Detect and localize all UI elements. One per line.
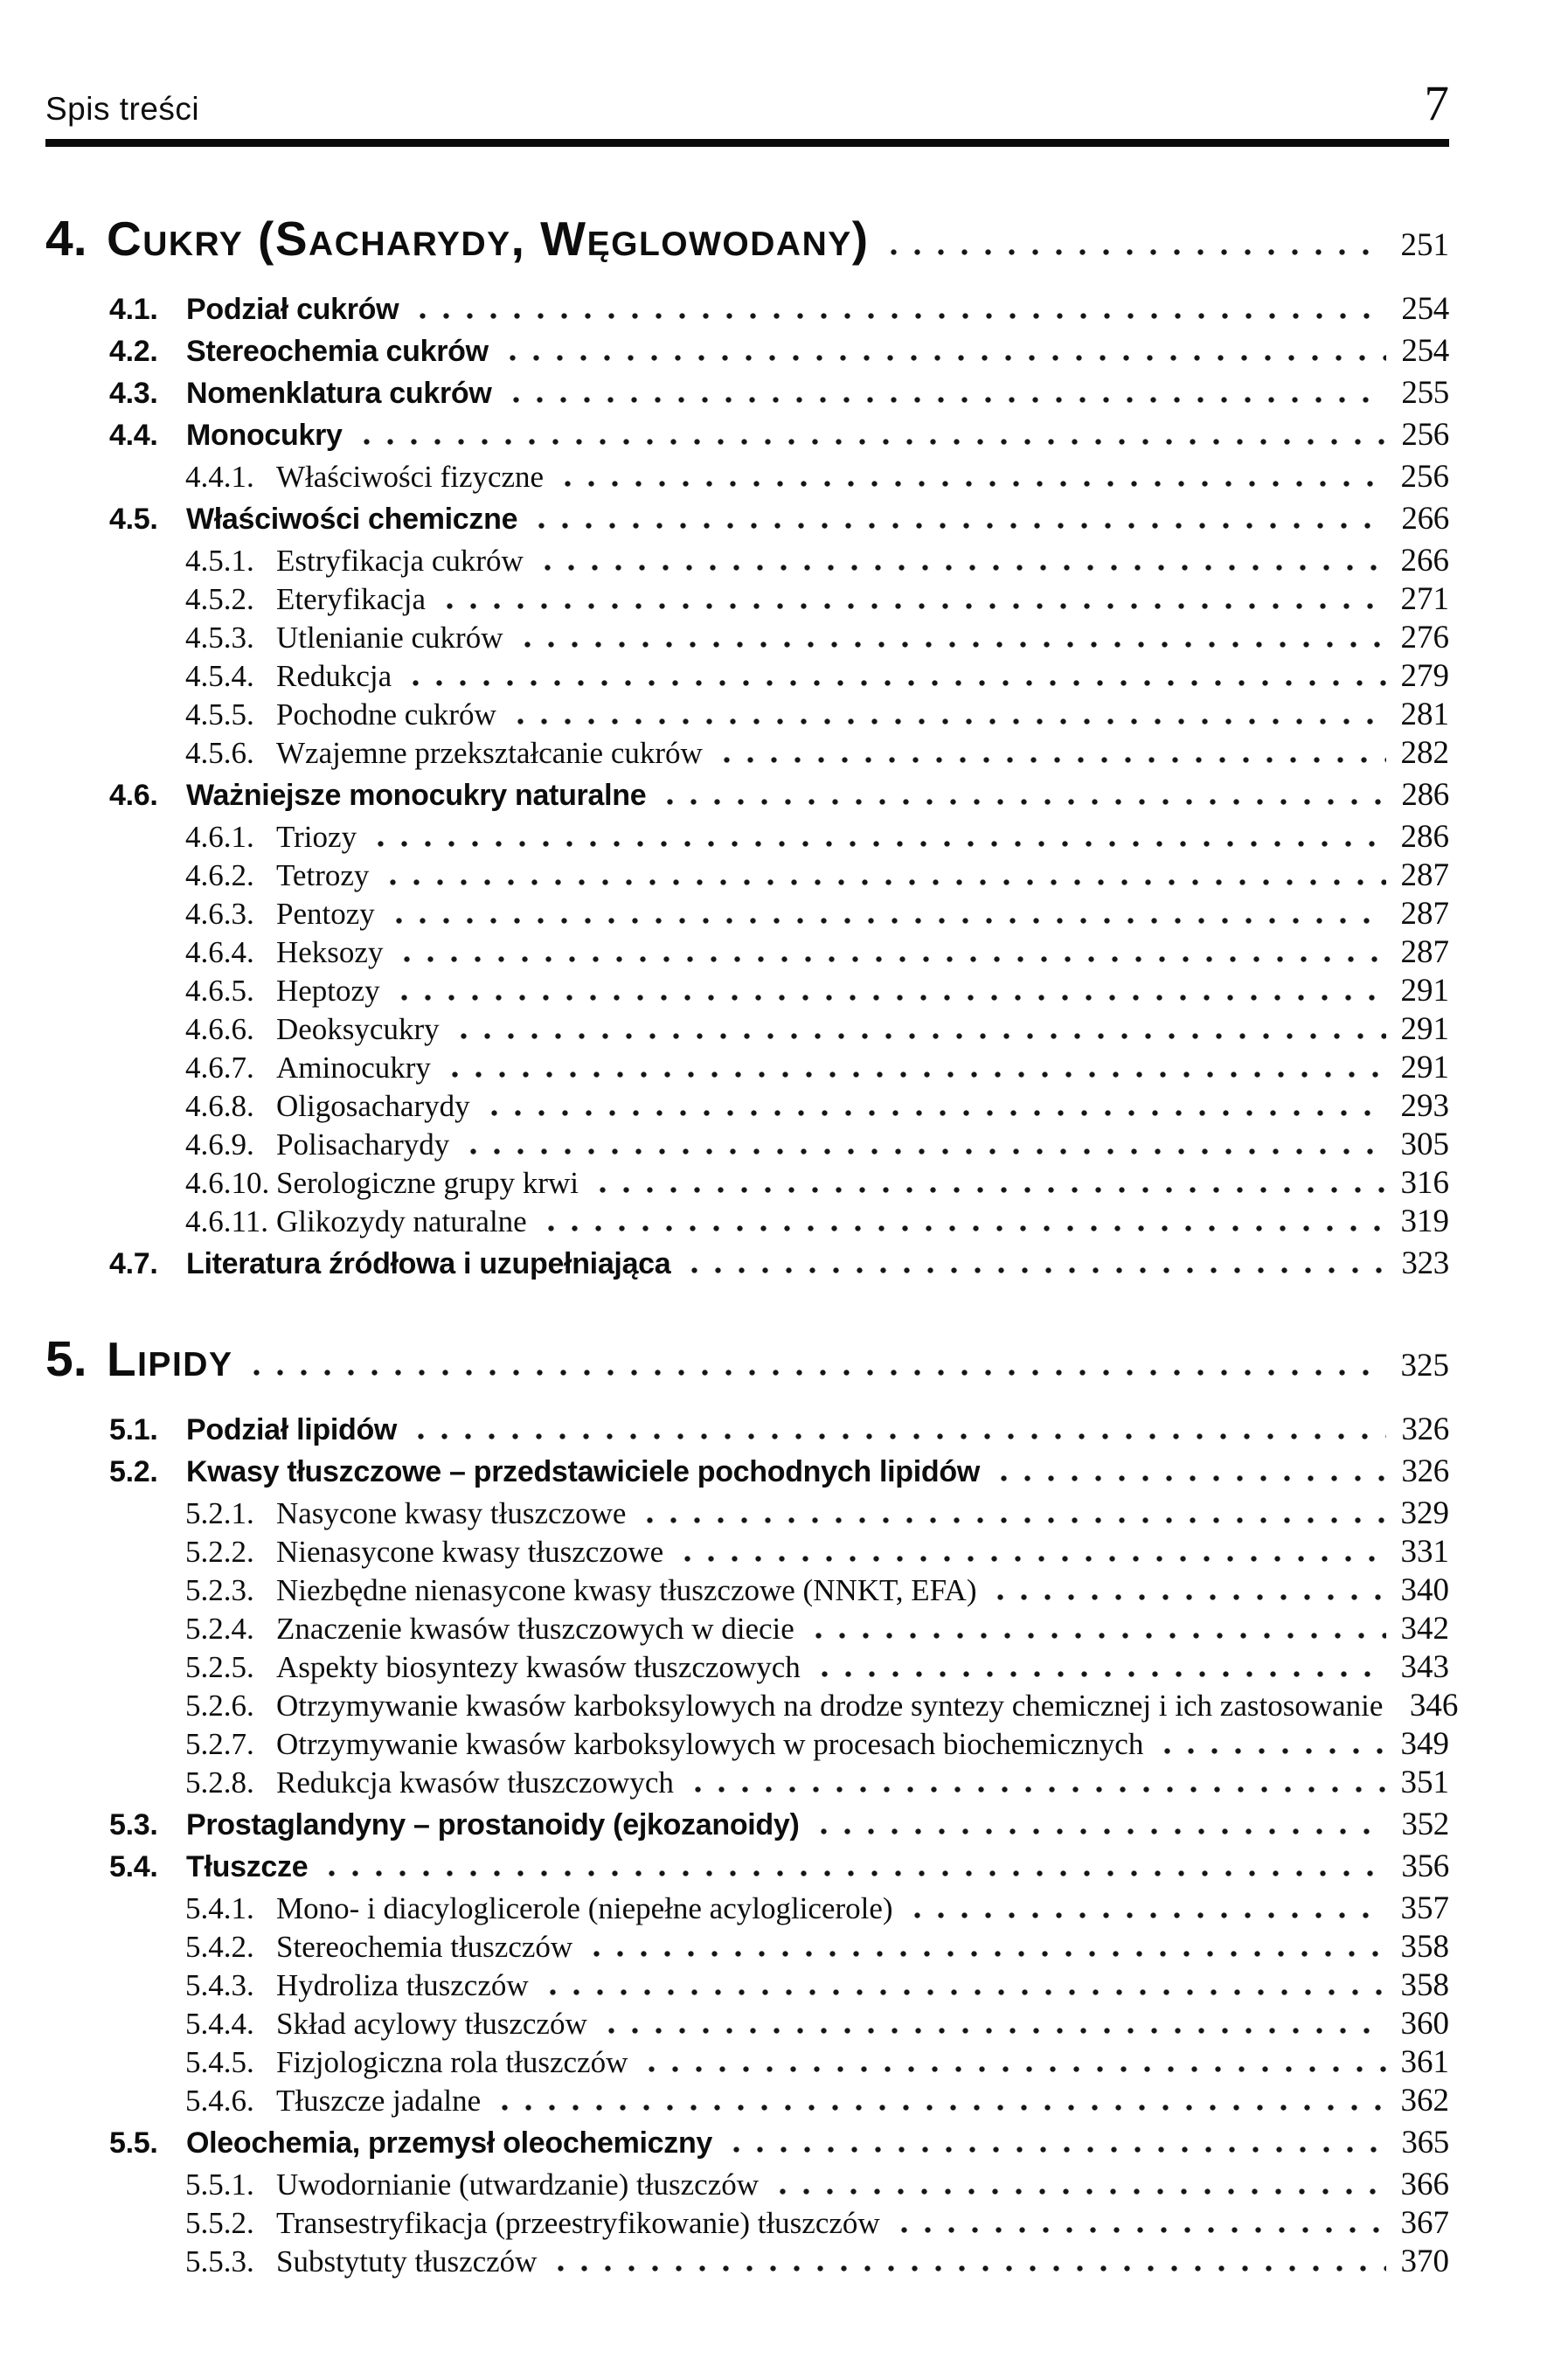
entry-page: 266 [1400,543,1449,579]
entry-title: Oleochemia, przemysł oleochemiczny [186,2126,713,2160]
entry-page: 286 [1400,819,1449,855]
entry-number: 5.2.6. [185,1689,254,1723]
toc-entry [45,1164,1449,1203]
entry-number: 4.1. [109,293,158,326]
toc-entry [45,657,1449,696]
entry-number: 5.4.6. [185,2084,254,2118]
chapter-number: 4. [45,211,87,267]
entry-number: 5.1. [109,1413,158,1446]
dot-leader [245,1370,1386,1376]
toc-entry [45,1610,1449,1648]
toc-entry [45,290,1449,329]
toc-entry [45,580,1449,619]
entry-title: Monocukry [186,419,343,452]
entry-number: 4.3. [109,377,158,410]
dot-leader [715,757,1386,763]
entry-page: 357 [1400,1890,1449,1926]
entry-page: 256 [1401,417,1449,453]
entry-page: 287 [1400,896,1449,932]
entry-title: Wzajemne przekształcanie cukrów [276,736,703,770]
dot-leader [813,1671,1386,1677]
dot-leader [585,1951,1386,1957]
entry-number: 5.2.8. [185,1765,254,1800]
toc-entry [45,1928,1449,1966]
toc-entry [45,857,1449,895]
toc-entry [45,1245,1449,1283]
toc-entry [45,2043,1449,2082]
entry-number: 5.2.7. [185,1727,254,1761]
entry-number: 4.2. [109,335,158,368]
page-title: Spis treści [45,91,200,127]
entry-title: Substytuty tłuszczów [276,2244,538,2278]
toc-entry [45,1890,1449,1928]
entry-page: 291 [1400,1050,1449,1085]
dot-leader [320,1870,1386,1876]
toc-entry [45,776,1449,815]
dot-leader [992,1475,1386,1481]
entry-title: Właściwości chemiczne [186,503,518,536]
toc-entry [45,972,1449,1010]
entry-page: 287 [1400,934,1449,970]
entry-title: Utlenianie cukrów [276,621,503,655]
dot-leader [892,2227,1386,2233]
chapter [45,1330,1459,2281]
toc-entry [45,1495,1449,1533]
dot-leader [771,2188,1386,2195]
header-rule [45,139,1449,147]
entry-title: Redukcja kwasów tłuszczowych [276,1765,674,1800]
entry-page: 326 [1401,1411,1449,1447]
dot-leader [409,1433,1386,1439]
dot-leader [461,1148,1386,1155]
entry-title: Stereochemia tłuszczów [276,1930,573,1964]
dot-leader [1155,1748,1386,1754]
dot-leader [536,565,1386,571]
dot-leader [638,1517,1386,1523]
dot-leader [493,2105,1386,2111]
entry-title: Glikozydy naturalne [276,1204,527,1238]
entry-page: 349 [1400,1726,1449,1762]
entry-number: 4.6. [109,779,158,812]
entry-title: Tetrozy [276,858,370,892]
chapter-number: 5. [45,1331,87,1387]
dot-leader [443,1072,1386,1078]
toc-entry [45,500,1449,538]
entry-number: 5.5.1. [185,2167,254,2202]
dot-leader [591,1187,1386,1193]
chapter-title: Lipidy [107,1332,233,1386]
entry-number: 5.4.3. [185,1968,254,2002]
entry-title: Oligosacharydy [276,1089,470,1123]
entry-number: 4.5.2. [185,582,254,616]
entry-page: 367 [1400,2205,1449,2241]
entry-title: Prostaglandyny – prostanoidy (ejkozanoidy) [186,1808,800,1841]
entry-number: 4.5.1. [185,544,254,578]
entry-page: 365 [1401,2125,1449,2161]
entry-page: 361 [1400,2044,1449,2080]
entry-number: 4.6.5. [185,974,254,1008]
dot-leader [504,397,1386,403]
dot-leader [676,1556,1386,1562]
entry-page: 360 [1400,2006,1449,2042]
entry-number: 4.6.9. [185,1127,254,1162]
entry-number: 4.5. [109,503,158,536]
entry-page: 256 [1400,459,1449,495]
toc-entry [45,374,1449,413]
entry-number: 4.6.7. [185,1051,254,1085]
dot-leader [452,1033,1386,1039]
toc-entry [45,1648,1449,1687]
entry-title: Skład acylowy tłuszczów [276,2007,587,2041]
dot-leader [482,1110,1386,1116]
entry-title: Mono- i diacyloglicerole (niepełne acyloglicerole) [276,1891,893,1925]
toc-entry [45,1687,1459,1725]
toc-entry [45,542,1449,580]
entry-number: 4.6.8. [185,1089,254,1123]
toc-entry [45,2124,1449,2162]
toc-entry [45,818,1449,857]
toc-entry [45,1453,1449,1491]
toc-entry [45,332,1449,371]
entry-page: 293 [1400,1088,1449,1124]
entry-number: 4.6.6. [185,1012,254,1046]
entry-number: 5.4.2. [185,1930,254,1964]
entry-page: 352 [1401,1807,1449,1842]
toc-entry [45,1764,1449,1802]
entry-number: 4.5.6. [185,736,254,770]
entry-number: 4.6.4. [185,935,254,969]
entry-page: 254 [1401,291,1449,327]
dot-leader [812,1828,1386,1835]
entry-page: 287 [1400,857,1449,893]
toc-entry [45,2005,1449,2043]
entry-number: 5.4.4. [185,2007,254,2041]
chapter-heading [45,1330,1449,1388]
toc-entry [45,1725,1449,1764]
toc-entry [45,1126,1449,1164]
dot-leader [640,2066,1386,2072]
chapter-title: Cukry (Sacharydy, Węglowodany) [107,212,870,266]
entry-number: 5.2.3. [185,1573,254,1607]
entry-page: 286 [1401,777,1449,813]
entry-number: 4.6.3. [185,897,254,931]
entry-title: Nasycone kwasy tłuszczowe [276,1496,627,1530]
entry-number: 4.5.3. [185,621,254,655]
entry-number: 5.5.3. [185,2244,254,2278]
entry-page: 362 [1400,2083,1449,2119]
entry-title: Niezbędne nienasycone kwasy tłuszczowe (NNKT, EFA) [276,1573,977,1607]
entry-title: Literatura źródłowa i uzupełniająca [186,1247,671,1280]
entry-title: Polisacharydy [276,1127,450,1162]
entry-title: Hydroliza tłuszczów [276,1968,529,2002]
entry-number: 4.6.10. [185,1166,270,1200]
entry-page: 326 [1401,1453,1449,1489]
chapter-page: 251 [1400,227,1449,263]
entry-title: Ważniejsze monocukry naturalne [186,779,647,812]
entry-title: Triozy [276,820,357,854]
toc-entry [45,1848,1449,1886]
dot-leader [516,642,1387,648]
dot-leader [530,523,1386,529]
entry-title: Otrzymywanie kwasów karboksylowych w procesach biochemicznych [276,1727,1144,1761]
toc-entry [45,1010,1449,1049]
toc-entry [45,696,1449,734]
dot-leader [683,1267,1386,1273]
dot-leader [556,481,1386,487]
chapter-page: 325 [1400,1348,1449,1384]
entry-number: 4.4.1. [185,460,254,494]
dot-leader [404,680,1386,686]
entry-title: Aspekty biosyntezy kwasów tłuszczowych [276,1650,801,1684]
entry-title: Właściwości fizyczne [276,460,545,494]
entry-page: 343 [1400,1649,1449,1685]
entry-page: 276 [1400,620,1449,655]
entry-page: 346 [1409,1688,1459,1724]
dot-leader [658,799,1386,805]
entry-page: 291 [1400,1011,1449,1047]
toc-entry [45,1571,1449,1610]
toc-entry [45,734,1449,773]
toc-entry [45,416,1449,454]
entry-title: Tłuszcze jadalne [276,2084,482,2118]
entry-page: 279 [1400,658,1449,694]
entry-number: 5.2.4. [185,1612,254,1646]
entry-title: Heksozy [276,935,384,969]
dot-leader [600,2028,1386,2034]
entry-page: 291 [1400,973,1449,1009]
entry-number: 5.4.5. [185,2045,254,2079]
entry-page: 342 [1400,1611,1449,1647]
toc-entry [45,2082,1449,2120]
toc-entry [45,1533,1449,1571]
entry-title: Fizjologiczna rola tłuszczów [276,2045,628,2079]
dot-leader [539,1225,1386,1231]
entry-number: 5.2.2. [185,1535,254,1569]
entry-number: 5.2.5. [185,1650,254,1684]
entry-title: Serologiczne grupy krwi [276,1166,579,1200]
entry-number: 4.5.4. [185,659,254,693]
dot-leader [905,1912,1386,1918]
entry-page: 319 [1400,1203,1449,1239]
page-number: 7 [1424,76,1449,131]
toc-entry [45,933,1449,972]
entry-title: Uwodornianie (utwardzanie) tłuszczów [276,2167,760,2202]
entry-title: Tłuszcze [186,1850,309,1883]
entry-number: 4.6.2. [185,858,254,892]
entry-number: 5.3. [109,1808,158,1841]
entry-page: 370 [1400,2244,1449,2279]
entry-title: Znaczenie kwasów tłuszczowych w diecie [276,1612,794,1646]
entry-number: 5.5. [109,2126,158,2160]
entry-number: 4.6.11. [185,1204,268,1238]
dot-leader [355,439,1386,445]
entry-title: Nienasycone kwasy tłuszczowe [276,1535,664,1569]
entry-page: 340 [1400,1572,1449,1608]
entry-number: 5.2. [109,1455,158,1488]
entry-title: Eteryfikacja [276,582,427,616]
entry-title: Aminocukry [276,1051,431,1085]
dot-leader [989,1594,1386,1600]
toc-entry [45,1806,1449,1844]
entry-page: 266 [1401,501,1449,537]
entry-page: 254 [1401,333,1449,369]
dot-leader [392,995,1386,1001]
toc-entry [45,2243,1449,2281]
toc-entry [45,895,1449,933]
entry-page: 305 [1400,1127,1449,1162]
entry-page: 358 [1400,1929,1449,1965]
entry-title: Redukcja [276,659,392,693]
dot-leader [381,879,1386,885]
toc-entry [45,1411,1449,1449]
entry-title: Transestryfikacja (przeestryfikowanie) tłuszczów [276,2206,880,2240]
entry-title: Stereochemia cukrów [186,335,489,368]
entry-number: 4.4. [109,419,158,452]
toc-entry [45,1049,1449,1087]
entry-page: 281 [1400,697,1449,732]
entry-title: Deoksycukry [276,1012,440,1046]
entry-page: 366 [1400,2167,1449,2202]
toc-entry [45,2166,1449,2204]
dot-leader [438,603,1386,609]
entry-title: Pochodne cukrów [276,697,496,732]
dot-leader [369,841,1386,847]
entry-page: 282 [1400,735,1449,771]
entry-number: 4.7. [109,1247,158,1280]
entry-number: 5.2.1. [185,1496,254,1530]
dot-leader [807,1633,1386,1639]
entry-title: Estryfikacja cukrów [276,544,524,578]
entry-page: 255 [1401,375,1449,411]
entry-page: 356 [1401,1848,1449,1884]
toc-entry [45,1087,1449,1126]
dot-leader [387,918,1386,924]
toc-entry [45,619,1449,657]
entry-number: 4.5.5. [185,697,254,732]
entry-number: 5.5.2. [185,2206,254,2240]
chapter [45,210,1449,1283]
entry-title: Podział lipidów [186,1413,398,1446]
toc-entry [45,1203,1449,1241]
dot-leader [411,313,1386,319]
toc-entry [45,458,1449,496]
dot-leader [549,2265,1386,2271]
dot-leader [541,1989,1386,1995]
dot-leader [725,2147,1386,2153]
entry-page: 316 [1400,1165,1449,1201]
dot-leader [686,1786,1386,1793]
entry-page: 329 [1400,1495,1449,1531]
entry-title: Heptozy [276,974,380,1008]
entry-page: 358 [1400,1967,1449,2003]
toc-entry [45,2204,1449,2243]
entry-page: 351 [1400,1765,1449,1800]
entry-number: 5.4.1. [185,1891,254,1925]
entry-page: 271 [1400,581,1449,617]
entry-title: Nomenklatura cukrów [186,377,492,410]
entry-number: 4.6.1. [185,820,254,854]
entry-title: Pentozy [276,897,375,931]
dot-leader [882,249,1386,255]
chapter-heading [45,210,1449,267]
entry-number: 5.4. [109,1850,158,1883]
dot-leader [509,718,1386,725]
entry-title: Podział cukrów [186,293,399,326]
table-of-contents [45,210,1459,2281]
entry-page: 323 [1401,1245,1449,1281]
entry-title: Kwasy tłuszczowe – przedstawiciele pochodnych lipidów [186,1455,980,1488]
running-head [45,75,1449,147]
toc-entry [45,1966,1449,2005]
dot-leader [395,956,1386,962]
entry-page: 331 [1400,1534,1449,1570]
dot-leader [501,355,1386,361]
entry-title: Otrzymywanie kwasów karboksylowych na drodze syntezy chemicznej i ich zastosowanie [276,1689,1384,1723]
